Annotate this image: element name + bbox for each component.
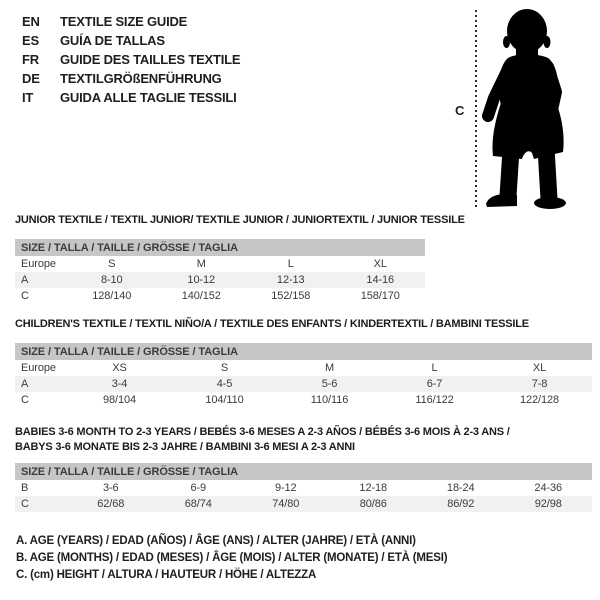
babies-title-line2: BABYS 3-6 MONATE BIS 2-3 JAHRE / BAMBINI 3-6 MESI A 2-3 ANNI: [15, 441, 355, 453]
size-header-row: [15, 343, 592, 360]
language-title-list: [22, 12, 240, 107]
language-code: IT: [22, 90, 34, 105]
age-cell: 8-10: [67, 272, 157, 288]
size-header-row: [15, 463, 592, 480]
age-cell: 5-6: [277, 376, 382, 392]
babies-table-title: [15, 425, 510, 455]
size-header-label: SIZE / TALLA / TAILLE / GRÖSSE / TAGLIA: [15, 463, 592, 480]
table-row-height: [15, 496, 592, 512]
guide-title-fr: GUIDE DES TAILLES TEXTILE: [60, 52, 241, 67]
measurement-legend: [16, 533, 447, 584]
junior-size-table: [15, 239, 425, 304]
guide-title-en: TEXTILE SIZE GUIDE: [60, 14, 188, 29]
height-cell: 80/86: [330, 496, 418, 512]
size-cell: L: [431, 362, 438, 374]
guide-title-it: GUIDA ALLE TAGLIE TESSILI: [60, 90, 237, 105]
babies-title-line1: BABIES 3-6 MONTH TO 2-3 YEARS / BEBÉS 3-6 MESES A 2-3 AÑOS / BÉBÉS 3-6 MOIS À 2-3 ANS /: [15, 426, 510, 438]
row-label: C: [21, 290, 29, 302]
table-row-age: [15, 376, 592, 392]
height-cell: 158/170: [360, 290, 400, 302]
legend-line-b: B. AGE (MONTHS) / EDAD (MESES) / ÂGE (MOIS) / ALTER (MONATE) / ETÀ (MESI): [16, 552, 448, 564]
age-cell: 6-7: [382, 376, 487, 392]
language-code: DE: [22, 71, 40, 86]
table-row-europe: [15, 360, 592, 376]
size-cell: XL: [532, 362, 547, 374]
age-cell: 9-12: [274, 482, 297, 494]
row-label: Europe: [21, 362, 56, 374]
row-label: Europe: [21, 258, 56, 270]
toddler-silhouette-image: [478, 0, 598, 215]
height-cell: 68/74: [155, 496, 243, 512]
legend-line-c: C. (cm) HEIGHT / ALTURA / HAUTEUR / HÖHE / ALTEZZA: [16, 569, 317, 581]
age-cell: 12-18: [359, 482, 388, 494]
junior-table-title: JUNIOR TEXTILE / TEXTIL JUNIOR/ TEXTILE JUNIOR / JUNIORTEXTIL / JUNIOR TESSILE: [15, 214, 465, 226]
language-row-es: [22, 31, 240, 50]
age-cell: 3-4: [67, 376, 172, 392]
height-cell: 140/152: [181, 290, 221, 302]
height-cell: 74/80: [242, 496, 330, 512]
age-cell: 14-16: [336, 272, 426, 288]
height-cell: 110/116: [310, 394, 349, 406]
height-cell: 128/140: [92, 290, 132, 302]
size-cell: S: [108, 258, 116, 270]
age-cell: 12-13: [246, 272, 336, 288]
age-cell: 7-8: [487, 376, 592, 392]
row-label: A: [15, 376, 67, 392]
size-cell: XS: [112, 362, 127, 374]
size-cell: XL: [373, 258, 387, 270]
height-cell: 122/128: [519, 394, 560, 406]
table-row-height: [15, 288, 425, 304]
height-cell: 98/104: [102, 394, 137, 406]
age-cell: 18-24: [446, 482, 475, 494]
table-row-europe: [15, 256, 425, 272]
language-row-de: [22, 69, 240, 88]
legend-line-a: A. AGE (YEARS) / EDAD (AÑOS) / ÂGE (ANS) / ALTER (JAHRE) / ETÀ (ANNI): [16, 535, 416, 547]
row-label: B: [21, 482, 29, 494]
language-row-it: [22, 88, 240, 107]
size-header-label: SIZE / TALLA / TAILLE / GRÖSSE / TAGLIA: [15, 239, 425, 256]
children-table-title: CHILDREN'S TEXTILE / TEXTIL NIÑO/A / TEXTILE DES ENFANTS / KINDERTEXTIL / BAMBINI TESSILE: [15, 318, 529, 330]
age-cell: 3-6: [102, 482, 119, 494]
language-code: FR: [22, 52, 39, 67]
height-cell: 62/68: [67, 496, 155, 512]
height-cell: 86/92: [417, 496, 505, 512]
size-header-row: [15, 239, 425, 256]
size-cell: M: [324, 362, 335, 374]
language-row-fr: [22, 50, 240, 69]
age-cell: 24-36: [534, 482, 563, 494]
language-code: EN: [22, 14, 40, 29]
age-cell: 6-9: [190, 482, 207, 494]
row-label: C: [21, 394, 29, 406]
table-row-age: [15, 272, 425, 288]
size-cell: S: [220, 362, 229, 374]
age-cell: 4-5: [172, 376, 277, 392]
guide-title-de: TEXTILGRÖßENFÜHRUNG: [60, 71, 222, 86]
size-header-label: SIZE / TALLA / TAILLE / GRÖSSE / TAGLIA: [15, 343, 592, 360]
children-size-table: [15, 343, 592, 408]
language-code: ES: [22, 33, 39, 48]
height-cell: 152/158: [271, 290, 311, 302]
size-cell: M: [196, 258, 206, 270]
row-label: A: [15, 272, 67, 288]
size-cell: L: [287, 258, 294, 270]
height-marker-label: C: [455, 103, 465, 118]
height-cell: 92/98: [505, 496, 593, 512]
height-measure-dotted-line: [475, 10, 477, 210]
babies-size-table: [15, 463, 592, 512]
height-cell: 116/122: [415, 394, 454, 406]
table-row-age-months: [15, 480, 592, 496]
language-row-en: [22, 12, 240, 31]
guide-title-es: GUÍA DE TALLAS: [60, 33, 165, 48]
height-cell: 104/110: [205, 394, 244, 406]
row-label: C: [15, 496, 67, 512]
age-cell: 10-12: [157, 272, 247, 288]
table-row-height: [15, 392, 592, 408]
